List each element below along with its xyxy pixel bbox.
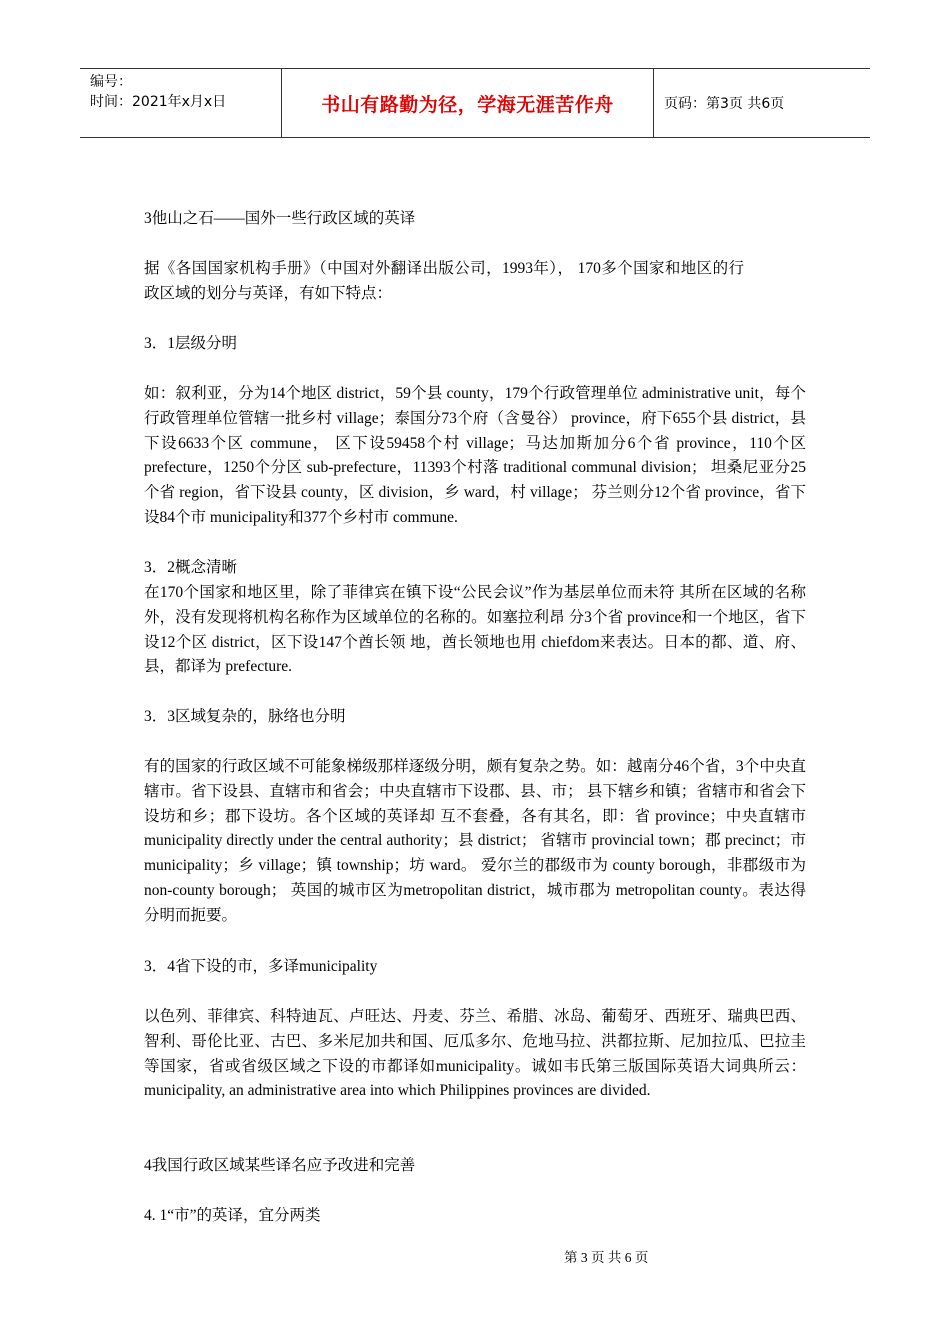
document-time-label: 时间：2021年x月x日: [90, 94, 227, 110]
subheading-4-1: 4. 1“市”的英译，宜分两类: [144, 1207, 321, 1224]
paragraph-3-4: 以色列、菲律宾、科特迪瓦、卢旺达、丹麦、芬兰、希腊、冰岛、葡萄牙、西班牙、瑞典巴西、智利、哥伦比亚、古巴、多米尼加共和国、厄瓜多尔、危地马拉、洪都拉斯、尼加拉瓜、巴拉圭等国家，省或省级区域之下设的市都译如municipality。诚如韦氏第三版国际英语大词典所云：municipality, an administrative area into which Philippines provinces are divided.: [144, 1008, 806, 1100]
header-page-cell: [654, 69, 870, 137]
header-motto: 书山有路勤为径，学海无涯苦作舟: [321, 93, 614, 116]
header-meta-cell: [80, 69, 282, 137]
section-heading-4: 4我国行政区域某些译名应予改进和完善: [144, 1157, 416, 1174]
paragraph-3-1: 如：叙利亚，分为14个地区 district，59个县 county，179个行政管理单位 administrative unit，每个行政管理单位管辖一批乡村 village；泰国分73个府（含曼谷） province，府下655个县 district，县下设6633个区 commune， 区下设59458个村 village；马达加斯加分6个省 province，110个区 prefecture，1250个分区 sub-prefecture，11393个村落 traditional communal division； 坦桑尼亚分25个省 region，省下设县 county，区 division，乡 ward，村 village； 芬兰则分12个省 province，省下设84个市 municipality和377个乡村市 commune.: [144, 385, 806, 526]
intro-paragraph: 据《各国国家机构手册》（中国对外翻译出版公司，1993年）， 170多个国家和地区的行政区域的划分与英译，有如下特点：: [144, 260, 744, 302]
subheading-3-2: 3．2概念清晰: [144, 559, 238, 576]
section-heading-3: 3他山之石——国外一些行政区域的英译: [144, 210, 416, 227]
document-number-label: 编号：: [90, 74, 132, 90]
paragraph-3-3: 有的国家的行政区域不可能象梯级那样逐级分明，颇有复杂之势。如：越南分46个省，3个中央直辖市。省下设县、直辖市和省会；中央直辖市下设郡、县、市； 县下辖乡和镇；省辖市和省会下设坊和乡；郡下设坊。各个区域的英译却 互不套叠，各有其名，即：省 province；中央直辖市 municipality directly under the central authority；县 district； 省辖市 provincial town；郡 precinct；市 municipality；乡 village；镇 township；坊 ward。 爱尔兰的郡级市为 county borough，非郡级市为 non-county borough； 英国的城市区为metropolitan district，城市郡为 metropolitan county。表达得 分明而扼要。: [144, 758, 806, 924]
subheading-3-4: 3．4省下设的市，多译municipality: [144, 958, 378, 975]
header-motto-cell: [282, 69, 654, 137]
paragraph-3-2: 在170个国家和地区里，除了菲律宾在镇下设“公民会议”作为基层单位而未符 其所在区域的名称外，没有发现将机构名称作为区域单位的名称的。如塞拉利昂 分3个省 province和一个地区，省下设12个区 district，区下设147个酋长领 地，酋长领地也用 chiefdom来表达。日本的都、道、府、县，都译为 prefecture.: [144, 584, 806, 676]
subheading-3-3: 3．3区域复杂的，脉络也分明: [144, 708, 346, 725]
page-header: [80, 68, 870, 138]
subheading-3-1: 3．1层级分明: [144, 335, 238, 352]
page-footer: 第 3 页 共 6 页: [564, 1250, 649, 1265]
header-page-number: 页码：第3页 共6页: [664, 96, 785, 112]
